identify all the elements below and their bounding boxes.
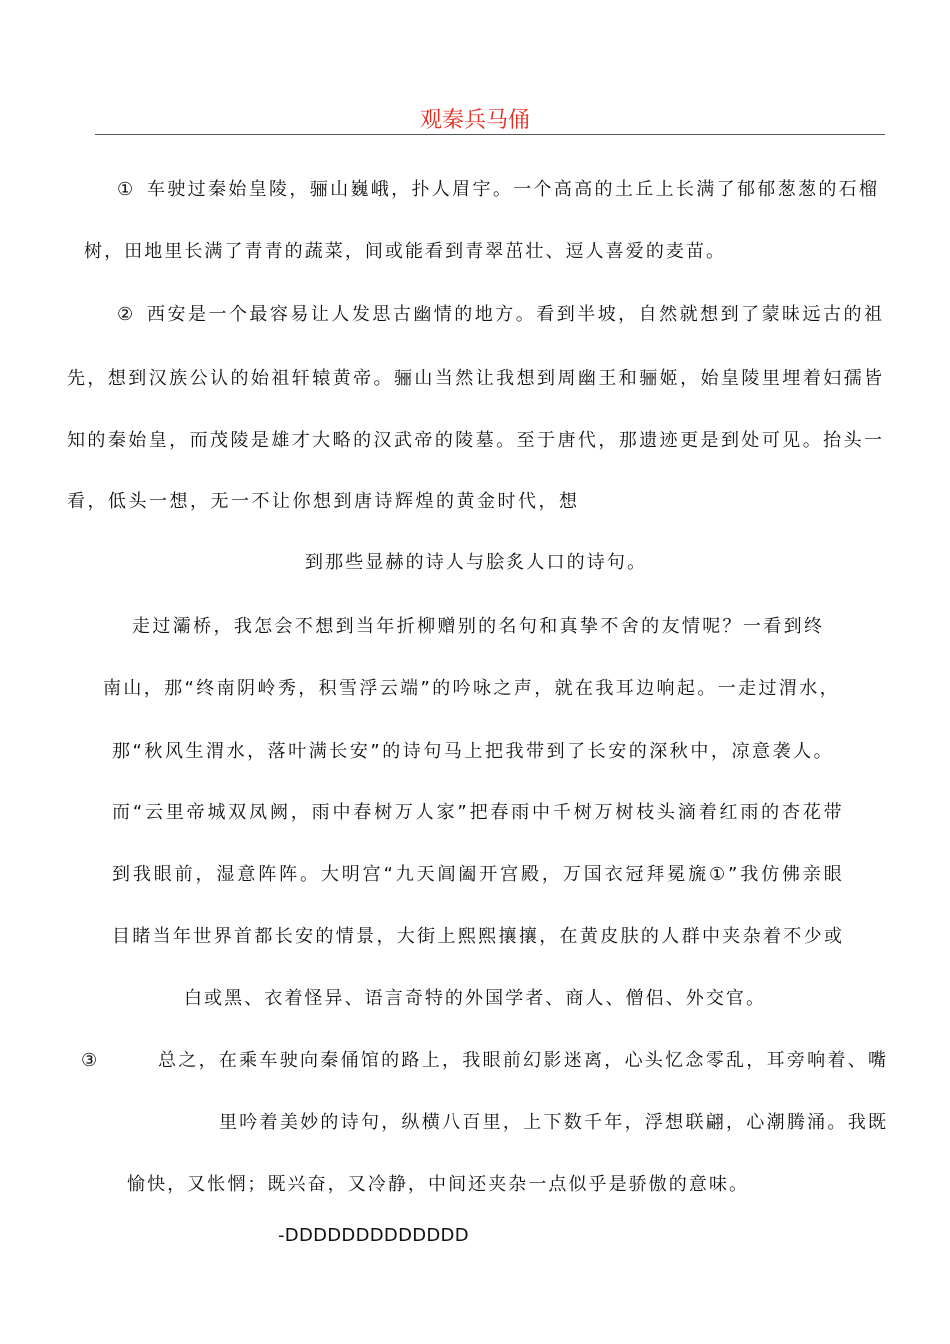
paragraph-2-line-1: 西安是一个最容易让人发思古幽情的地方。看到半坡，自然就想到了蒙昧远古的祖 xyxy=(147,304,885,325)
paragraph-2-line-3: 知的秦始皇，而茂陵是雄才大略的汉武帝的陵墓。至于唐代，那遗迹更是到处可见。抬头一 xyxy=(67,430,885,451)
paragraph-2-line-9: 而“云里帝城双凤阙，雨中春树万人家”把春雨中千树万树枝头滴着红雨的杏花带 xyxy=(112,802,845,823)
title-divider xyxy=(95,134,885,135)
paragraph-3-number: ③ xyxy=(81,1050,98,1071)
paragraph-2-line-11: 目睹当年世界首都长安的情景，大街上熙熙攘攘，在黄皮肤的人群中夹杂着不少或 xyxy=(112,926,845,947)
paragraph-2-line-12: 白或黑、衣着怪异、语言奇特的外国学者、商人、僧侣、外交官。 xyxy=(184,988,767,1009)
paragraph-2-line-5: 到那些显赫的诗人与脍炙人口的诗句。 xyxy=(305,552,648,573)
paragraph-2-line-2: 先，想到汉族公认的始祖轩辕黄帝。骊山当然让我想到周幽王和骊姬，始皇陵里埋着妇孺皆 xyxy=(67,368,885,389)
paragraph-1-line-2: 树，田地里长满了青青的蔬菜，间或能看到青翠茁壮、逗人喜爱的麦苗。 xyxy=(84,241,727,262)
paragraph-2-line-10: 到我眼前，湿意阵阵。大明宫“九天阊阖开宫殿，万国衣冠拜冕旒①”我仿佛亲眼 xyxy=(112,864,845,885)
paragraph-2-line-4: 看，低头一想，无一不让你想到唐诗辉煌的黄金时代，想 xyxy=(67,491,580,512)
page-title: 观秦兵马俑 xyxy=(419,108,530,133)
paragraph-1-number: ① xyxy=(117,179,134,200)
signature: -DDDDDDDDDDDDD xyxy=(278,1225,469,1246)
paragraph-3-line-2: 里吟着美妙的诗句，纵横八百里，上下数千年，浮想联翩，心潮腾涌。我既 xyxy=(219,1112,889,1133)
paragraph-2-line-7: 南山，那“终南阴岭秀，积雪浮云端”的吟咏之声，就在我耳边响起。一走过渭水， xyxy=(103,678,841,699)
paragraph-1-line-1: 车驶过秦始皇陵，骊山巍峨，扑人眉宇。一个高高的土丘上长满了郁郁葱葱的石榴 xyxy=(147,179,880,200)
paragraph-2-line-6: 走过灞桥，我怎会不想到当年折柳赠别的名句和真挚不舍的友情呢？一看到终 xyxy=(132,616,825,637)
paragraph-3-line-3: 愉快，又怅惘；既兴奋，又冷静，中间还夹杂一点似乎是骄傲的意味。 xyxy=(127,1174,750,1195)
paragraph-2-line-8: 那“秋风生渭水，落叶满长安”的诗句马上把我带到了长安的深秋中，凉意袭人。 xyxy=(112,741,835,762)
paragraph-2-number: ② xyxy=(117,304,134,325)
paragraph-3-line-1: 总之，在乘车驶向秦俑馆的路上，我眼前幻影迷离，心头忆念零乱，耳旁响着、嘴 xyxy=(158,1050,889,1071)
